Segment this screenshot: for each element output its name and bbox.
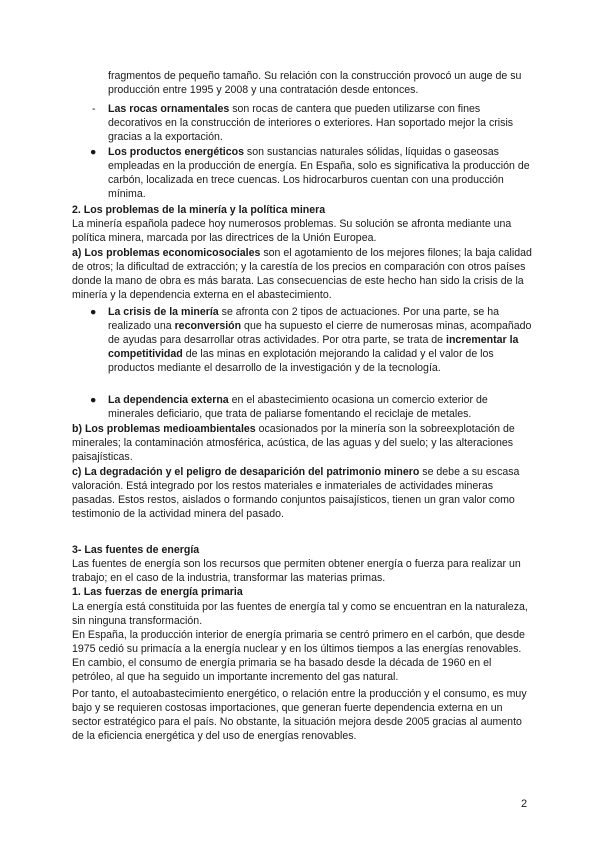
bullet-dot: ● [90, 306, 97, 318]
term-reconversion: reconversión [174, 319, 242, 332]
item-crisis-mineria [108, 306, 534, 376]
term-patrimonio: c) La degradación y el peligro de desaparición del patrimonio minero [72, 466, 420, 478]
text-dependencia: en el abastecimiento ocasiona un comercio exterior de minerales deficiario, que trata de paliarse fomentando el reciclaje de metales. [108, 394, 488, 420]
text-patrimonio: se debe a su escasa valoración. Está integrado por los restos materiales e inmateriales de actividades mineras pasadas. Estos restos, aislados o formando conjuntos paisajísticos, tienen un gran valor como testimonio de la actividad minera del pasado. [72, 466, 520, 520]
heading-energia-primaria: 1. Las fuerzas de energía primaria [72, 586, 243, 598]
text-crisis-2: que ha supuesto el cierre de numerosas minas, acompañado de ayudas para desarrollar otras actividades. Por otra parte, se trata de [108, 319, 532, 346]
text-crisis-3: de las minas en explotación mejorando la calidad y el valor de los productos mediante el desarrollo de la investigación y de la tecnología. [108, 347, 494, 374]
dash-bullet: - [92, 103, 96, 115]
paragraph-energia: La energía está constituida por las fuentes de energía tal y como se encuentran en la naturaleza, sin ninguna transformación. [72, 601, 528, 627]
term-energeticos: Los productos energéticos [108, 146, 244, 158]
heading-problemas-mineria: 2. Los problemas de la minería y la política minera [72, 204, 326, 216]
term-dependencia: La dependencia externa [108, 394, 229, 406]
item-dependencia-externa [108, 394, 534, 422]
term-crisis: La crisis de la minería [108, 306, 219, 318]
paragraph-fragmentos: fragmentos de pequeño tamaño. Su relación con la construcción provocó un auge de su producción entre 1995 y 2008 y una contratación desde entonces. [108, 70, 522, 96]
text-economicosociales: son el agotamiento de los mejores filones; la baja calidad de otros; la dificultad de extracción; y la carestía de los precios en comparación con otros países donde la mano de obra es más barata. Las consecuencias de este hecho han sido la crisis de la minería y la dependencia externa en el abastecimiento. [72, 247, 532, 301]
text-crisis-1: se afronta con 2 tipos de actuaciones. Por una parte, se ha realizado una [108, 306, 500, 332]
term-medioambientales: b) Los problemas medioambientales [72, 423, 256, 435]
paragraph-problemas: La minería española padece hoy numerosos problemas. Su solución se afronta mediante una política minera, marcada por las directrices de la Unión Europea. [72, 218, 512, 244]
paragraph-autoabastecimiento: Por tanto, el autoabastecimiento energético, o relación entre la producción y el consumo, es muy bajo y se requieren costosas importaciones, que generan fuerte dependencia externa en un sector estratégico para el país. No obstante, la situación mejora desde 2005 gracias al aumento de la eficiencia energética y del uso de energías renovables. [72, 688, 527, 742]
text-rocas: son rocas de cantera que pueden utilizarse con fines decorativos en la construcción de interiores o exteriores. Han soportado mejor la crisis gracias a la exportación. [108, 103, 514, 143]
paragraph-espana: En España, la producción interior de energía primaria se centró primero en el carbón, que desde 1975 cedió su primacía a la energía nuclear y en los últimos tiempos a las energías renovables. En cambio, el consumo de energía primaria se ha basado desde la década de 1960 en el petróleo, al que ha seguido un importante incremento del gas natural. [72, 629, 525, 683]
paragraph-economicosociales [72, 247, 534, 303]
bullet-dot: ● [90, 394, 97, 406]
term-economicosociales: a) Los problemas economicosociales [72, 247, 261, 259]
term-competitividad: incrementar la competitividad [108, 333, 519, 360]
term-rocas: Las rocas ornamentales [108, 103, 230, 115]
bullet-dot: ● [90, 146, 97, 158]
page-number: 2 [521, 798, 528, 810]
paragraph-fuentes: Las fuentes de energía son los recursos que permiten obtener energía o fuerza para realizar un trabajo; en el caso de la industria, transformar las materias primas. [72, 558, 521, 584]
text-energeticos: son sustancias naturales sólidas, líquidas o gaseosas empleadas en la producción de energía. En España, solo es significativa la producción de carbón, localizada en trece cuencas. Los hidrocarburos cuentan con una producción mínima. [108, 146, 530, 200]
heading-fuentes-energia: 3- Las fuentes de energía [72, 544, 200, 556]
item-rocas-ornamentales [108, 103, 534, 145]
paragraph-medioambientales [72, 423, 534, 465]
paragraph-patrimonio [72, 466, 534, 522]
text-medioambientales: ocasionados por la minería son la sobreexplotación de minerales; la contaminación atmosférica, acústica, de las aguas y del suelo; y las alteraciones paisajísticas. [72, 423, 515, 463]
item-productos-energeticos [108, 146, 534, 202]
